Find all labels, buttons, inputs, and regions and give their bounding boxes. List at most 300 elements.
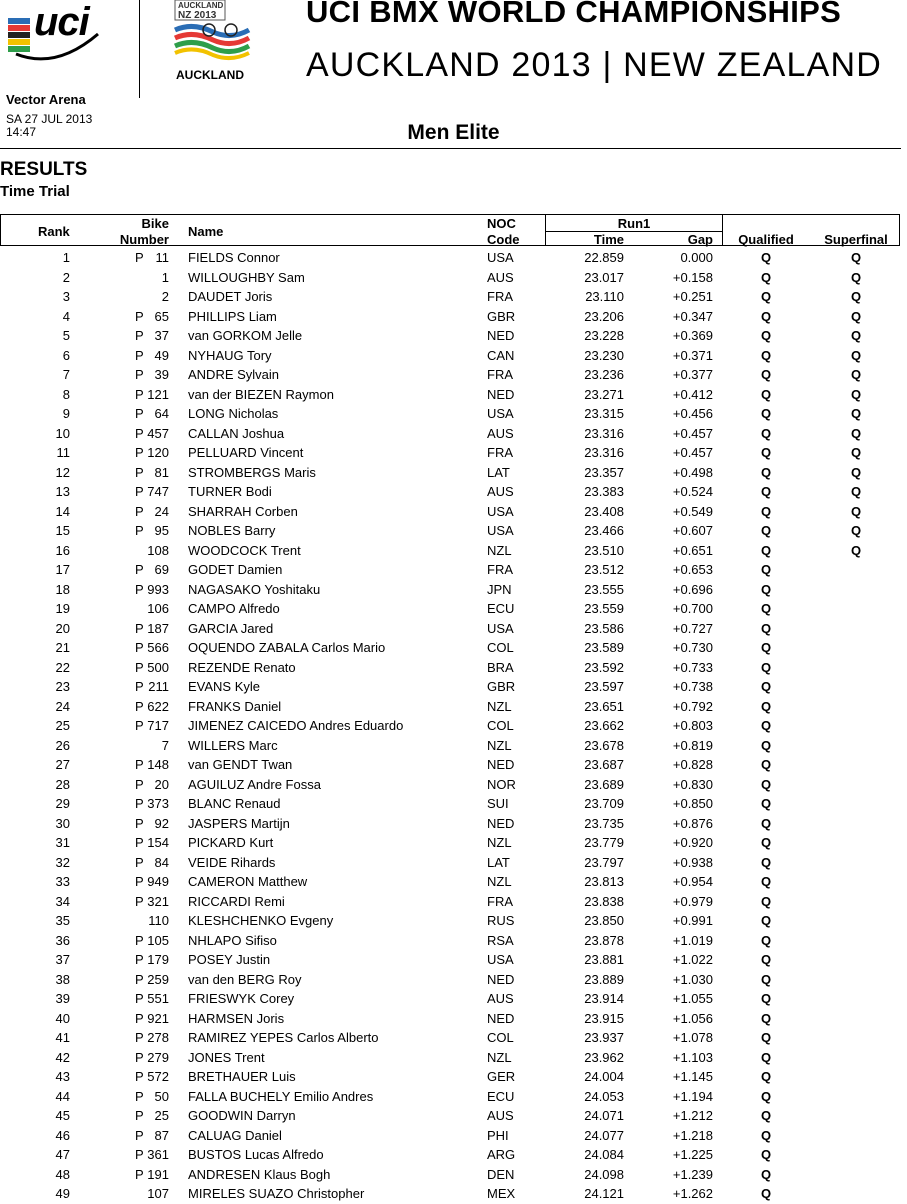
gap-cell: +1.030 — [672, 971, 713, 987]
rider-name-cell: GODET Damien — [188, 562, 283, 577]
gap-cell: +0.651 — [672, 542, 713, 558]
table-row — [0, 1048, 907, 1068]
gap-cell: +0.377 — [672, 367, 713, 382]
noc-code-cell: USA — [487, 952, 514, 967]
gap-cell: +0.524 — [672, 484, 713, 499]
rank-cell: 17 — [55, 562, 70, 577]
bike-number-cell: 949 — [147, 874, 169, 889]
table-row — [0, 326, 907, 346]
rider-name-cell: LONG Nicholas — [188, 406, 279, 421]
bike-number-cell: 993 — [147, 581, 169, 597]
bike-prefix-cell: P — [135, 854, 144, 870]
superfinal-cell: Q — [850, 328, 862, 343]
rank-cell: 40 — [55, 1010, 70, 1026]
rank-cell: 5 — [62, 328, 70, 343]
bike-number-cell: 457 — [147, 425, 169, 441]
run-time-cell: 23.937 — [584, 1030, 624, 1045]
bike-number-cell: 187 — [147, 620, 169, 636]
bike-number-cell: 259 — [147, 971, 169, 987]
qualified-cell: Q — [760, 542, 772, 558]
rider-name-cell: PELLUARD Vincent — [188, 445, 304, 460]
noc-code-cell: SUI — [487, 796, 509, 811]
rider-name-cell: AGUILUZ Andre Fossa — [188, 776, 321, 792]
bike-number-cell: 7 — [161, 737, 169, 753]
rider-name-cell: WILLOUGHBY Sam — [188, 269, 305, 285]
noc-code-cell: USA — [487, 250, 514, 265]
table-row — [0, 1145, 907, 1165]
bike-number-cell: 69 — [154, 562, 169, 577]
noc-code-cell: FRA — [487, 445, 513, 460]
qualified-cell: Q — [760, 308, 772, 324]
gap-cell: +0.876 — [672, 815, 713, 831]
noc-code-cell: LAT — [487, 854, 510, 870]
rank-cell: 39 — [55, 991, 70, 1006]
superfinal-cell: Q — [850, 308, 862, 324]
bike-number-cell: 81 — [154, 464, 169, 480]
bike-prefix-cell: P — [135, 971, 144, 987]
qualified-cell: Q — [760, 776, 772, 792]
rider-name-cell: FALLA BUCHELY Emilio Andres — [188, 1088, 374, 1104]
superfinal-cell: Q — [850, 386, 862, 402]
run-time-cell: 23.689 — [584, 776, 624, 792]
table-row — [0, 638, 907, 658]
bike-number-cell: 106 — [147, 601, 169, 616]
table-row — [0, 443, 907, 463]
table-row — [0, 268, 907, 288]
table-row — [0, 541, 907, 561]
bike-prefix-cell: P — [135, 581, 144, 597]
gap-cell: +0.607 — [672, 523, 713, 538]
rank-cell: 14 — [55, 503, 70, 519]
qualified-cell: Q — [760, 1088, 772, 1104]
noc-code-cell: GBR — [487, 679, 516, 694]
gap-cell: +0.920 — [672, 835, 713, 850]
run-time-cell: 23.838 — [584, 893, 624, 909]
bike-number-cell: 572 — [147, 1069, 169, 1084]
gap-cell: 0.000 — [680, 250, 713, 265]
gap-cell: +0.954 — [672, 874, 713, 889]
gap-cell: +0.369 — [672, 328, 713, 343]
table-row — [0, 872, 907, 892]
bike-prefix-cell: P — [135, 893, 144, 909]
rider-name-cell: STROMBERGS Maris — [188, 464, 316, 480]
run-time-cell: 23.466 — [584, 523, 624, 538]
bike-prefix-cell: P — [135, 1166, 144, 1182]
rider-name-cell: FIELDS Connor — [188, 250, 280, 265]
rank-cell: 6 — [62, 347, 70, 363]
gap-cell: +0.158 — [672, 269, 713, 285]
bike-prefix-cell: P — [135, 796, 144, 811]
gap-cell: +0.251 — [672, 289, 713, 304]
qualified-cell: Q — [760, 796, 772, 811]
qualified-cell: Q — [760, 269, 772, 285]
bike-number-cell: 191 — [147, 1166, 169, 1182]
rank-cell: 24 — [55, 698, 70, 714]
rank-cell: 36 — [55, 932, 70, 948]
rank-cell: 12 — [55, 464, 70, 480]
bike-prefix-cell: P — [135, 1127, 144, 1143]
rank-cell: 10 — [55, 425, 70, 441]
qualified-cell: Q — [760, 854, 772, 870]
rank-cell: 25 — [55, 718, 70, 733]
bike-prefix-cell: P — [135, 815, 144, 831]
rider-name-cell: PHILLIPS Liam — [188, 308, 277, 324]
qualified-cell: Q — [760, 757, 772, 772]
bike-number-cell: 179 — [147, 952, 169, 967]
gap-cell: +0.738 — [672, 679, 713, 694]
noc-code-cell: ARG — [487, 1147, 516, 1162]
qualified-cell: Q — [760, 1010, 772, 1026]
bike-number-cell: 321 — [147, 893, 169, 909]
table-row — [0, 1028, 907, 1048]
run-time-cell: 23.510 — [584, 542, 624, 558]
table-row — [0, 911, 907, 931]
gap-cell: +1.078 — [672, 1030, 713, 1045]
run-time-cell: 24.004 — [584, 1069, 624, 1084]
gap-cell: +1.019 — [672, 932, 713, 948]
bike-prefix-cell: P — [135, 523, 144, 538]
noc-code-cell: NED — [487, 815, 515, 831]
run-time-cell: 23.735 — [584, 815, 624, 831]
rank-cell: 48 — [55, 1166, 70, 1182]
rank-cell: 41 — [55, 1030, 70, 1045]
rider-name-cell: BRETHAUER Luis — [188, 1069, 296, 1084]
run-time-cell: 23.709 — [584, 796, 624, 811]
table-row — [0, 307, 907, 327]
gap-cell: +0.700 — [672, 601, 713, 616]
table-row — [0, 755, 907, 775]
gap-cell: +1.145 — [672, 1069, 713, 1084]
run-time-cell: 23.589 — [584, 640, 624, 655]
event-logo-label: AUCKLAND — [176, 68, 244, 82]
event-logo-line1: AUCKLAND — [178, 1, 224, 10]
header-time: Time — [593, 232, 624, 247]
rider-name-cell: CALLAN Joshua — [188, 425, 285, 441]
bike-number-cell: 92 — [154, 815, 169, 831]
noc-code-cell: ECU — [487, 1088, 515, 1104]
noc-code-cell: NZL — [487, 874, 512, 889]
bike-number-cell: 110 — [148, 913, 169, 928]
rider-name-cell: GARCIA Jared — [188, 620, 274, 636]
rank-cell: 19 — [55, 601, 70, 616]
bike-prefix-cell: P — [135, 1049, 144, 1065]
header-qualified: Qualified — [738, 232, 794, 247]
run-time-cell: 23.592 — [584, 659, 624, 675]
bike-prefix-cell: P — [135, 991, 144, 1006]
qualified-cell: Q — [760, 425, 772, 441]
event-date: SA 27 JUL 2013 — [6, 112, 93, 126]
bike-prefix-cell: P — [135, 1030, 144, 1045]
rank-cell: 23 — [55, 679, 70, 694]
qualified-cell: Q — [760, 1108, 772, 1123]
run-time-cell: 24.098 — [584, 1166, 624, 1182]
qualified-cell: Q — [760, 1166, 772, 1182]
bike-number-cell: 84 — [154, 854, 169, 870]
bike-number-cell: 622 — [147, 698, 169, 714]
bike-number-cell: 121 — [147, 386, 169, 402]
gap-cell: +0.457 — [672, 425, 713, 441]
rider-name-cell: HARMSEN Joris — [188, 1010, 285, 1026]
qualified-cell: Q — [760, 718, 772, 733]
run-time-cell: 23.878 — [584, 932, 624, 948]
header-gap: Gap — [687, 232, 713, 247]
bike-number-cell: 500 — [147, 659, 169, 675]
rider-name-cell: JONES Trent — [188, 1049, 265, 1065]
gap-cell: +1.194 — [672, 1088, 713, 1104]
bike-number-cell: 108 — [147, 542, 169, 558]
run-time-cell: 23.383 — [584, 484, 624, 499]
header-run1: Run1 — [617, 216, 651, 231]
table-row — [0, 931, 907, 951]
bike-number-cell: 278 — [147, 1030, 169, 1045]
superfinal-cell: Q — [850, 542, 862, 558]
noc-code-cell: GER — [487, 1069, 516, 1084]
rider-name-cell: PICKARD Kurt — [188, 835, 274, 850]
gap-cell: +0.792 — [672, 698, 713, 714]
table-row — [0, 1087, 907, 1107]
gap-cell: +0.733 — [672, 659, 713, 675]
event-time: 14:47 — [6, 125, 37, 139]
run-time-cell: 23.850 — [584, 913, 624, 928]
bike-prefix-cell: P — [135, 425, 144, 441]
rank-cell: 9 — [62, 406, 70, 421]
rider-name-cell: CALUAG Daniel — [188, 1127, 282, 1143]
run-time-cell: 23.017 — [584, 269, 624, 285]
rank-cell: 21 — [55, 640, 70, 655]
table-row — [0, 716, 907, 736]
bike-number-cell: 566 — [147, 640, 169, 655]
rider-name-cell: KLESHCHENKO Evgeny — [188, 913, 334, 928]
qualified-cell: Q — [760, 1147, 772, 1162]
rank-cell: 37 — [55, 952, 70, 967]
superfinal-cell: Q — [850, 523, 862, 538]
section-title: RESULTS — [0, 159, 88, 180]
qualified-cell: Q — [760, 971, 772, 987]
qualified-cell: Q — [760, 1186, 772, 1201]
noc-code-cell: GBR — [487, 308, 516, 324]
bike-prefix-cell: P — [135, 347, 144, 363]
championship-subtitle: AUCKLAND 2013 | NEW ZEALAND — [306, 46, 882, 84]
rank-cell: 42 — [55, 1049, 70, 1065]
bike-number-cell: 921 — [147, 1010, 169, 1026]
superfinal-cell: Q — [850, 250, 862, 265]
noc-code-cell: NOR — [487, 776, 516, 792]
run-time-cell: 23.228 — [584, 328, 624, 343]
qualified-cell: Q — [760, 406, 772, 421]
bike-prefix-cell: P — [135, 835, 144, 850]
noc-code-cell: AUS — [487, 269, 514, 285]
run-time-cell: 24.077 — [584, 1127, 624, 1143]
table-row — [0, 424, 907, 444]
noc-code-cell: LAT — [487, 464, 510, 480]
qualified-cell: Q — [760, 289, 772, 304]
qualified-cell: Q — [760, 503, 772, 519]
gap-cell: +1.239 — [672, 1166, 713, 1182]
header-rank: Rank — [38, 224, 70, 239]
rider-name-cell: NOBLES Barry — [188, 523, 276, 538]
rank-cell: 47 — [55, 1147, 70, 1162]
table-row — [0, 677, 907, 697]
qualified-cell: Q — [760, 347, 772, 363]
championship-title: UCI BMX WORLD CHAMPIONSHIPS — [306, 0, 842, 29]
run-time-cell: 23.316 — [584, 445, 624, 460]
run-time-cell: 23.586 — [584, 620, 624, 636]
gap-cell: +0.696 — [672, 581, 713, 597]
table-row — [0, 1009, 907, 1029]
rank-cell: 46 — [55, 1127, 70, 1143]
run-time-cell: 23.797 — [584, 854, 624, 870]
rank-cell: 4 — [62, 308, 70, 324]
qualified-cell: Q — [760, 250, 772, 265]
table-row — [0, 248, 907, 268]
noc-code-cell: NZL — [487, 698, 512, 714]
gap-cell: +1.218 — [672, 1127, 713, 1143]
noc-code-cell: COL — [487, 718, 514, 733]
qualified-cell: Q — [760, 562, 772, 577]
run-time-cell: 23.512 — [584, 562, 624, 577]
noc-code-cell: USA — [487, 503, 514, 519]
rider-name-cell: MIRELES SUAZO Christopher — [188, 1186, 365, 1201]
bike-number-cell: 87 — [154, 1127, 169, 1143]
qualified-cell: Q — [760, 952, 772, 967]
run-time-cell: 23.889 — [584, 971, 624, 987]
bike-prefix-cell: P — [135, 718, 144, 733]
table-row — [0, 814, 907, 834]
table-row — [0, 580, 907, 600]
bike-number-cell: 107 — [147, 1186, 169, 1201]
run-time-cell: 23.651 — [584, 698, 624, 714]
rider-name-cell: DAUDET Joris — [188, 289, 273, 304]
run-time-cell: 23.881 — [584, 952, 624, 967]
noc-code-cell: AUS — [487, 484, 514, 499]
noc-code-cell: NED — [487, 328, 515, 343]
noc-code-cell: RSA — [487, 932, 514, 948]
header-name: Name — [188, 224, 224, 239]
rank-cell: 11 — [56, 445, 70, 460]
rider-name-cell: POSEY Justin — [188, 952, 271, 967]
table-row — [0, 970, 907, 990]
table-row — [0, 1126, 907, 1146]
qualified-cell: Q — [760, 1030, 772, 1045]
table-row — [0, 560, 907, 580]
run-time-cell: 23.555 — [584, 581, 624, 597]
run-time-cell: 23.316 — [584, 425, 624, 441]
superfinal-cell: Q — [850, 347, 862, 363]
bike-number-cell: 39 — [154, 367, 169, 382]
rank-cell: 20 — [55, 620, 70, 636]
bike-prefix-cell: P — [135, 1147, 144, 1162]
rank-cell: 44 — [55, 1088, 70, 1104]
noc-code-cell: COL — [487, 640, 514, 655]
gap-cell: +0.730 — [672, 640, 713, 655]
gap-cell: +0.803 — [672, 718, 713, 733]
run-time-cell: 23.678 — [584, 737, 624, 753]
gap-cell: +0.653 — [672, 562, 713, 577]
bike-prefix-cell: P — [135, 776, 144, 792]
table-row — [0, 950, 907, 970]
gap-cell: +0.347 — [672, 308, 713, 324]
table-row — [0, 463, 907, 483]
noc-code-cell: NZL — [487, 835, 512, 850]
table-row — [0, 833, 907, 853]
run-time-cell: 23.559 — [584, 601, 624, 616]
noc-code-cell: NED — [487, 386, 515, 402]
noc-code-cell: USA — [487, 620, 514, 636]
gap-cell: +0.979 — [672, 893, 713, 909]
qualified-cell: Q — [760, 523, 772, 538]
superfinal-cell: Q — [850, 445, 862, 460]
run-time-cell: 23.236 — [584, 367, 624, 382]
qualified-cell: Q — [760, 835, 772, 850]
rank-cell: 49 — [55, 1186, 70, 1201]
superfinal-cell: Q — [850, 367, 862, 382]
table-row — [0, 599, 907, 619]
qualified-cell: Q — [760, 484, 772, 499]
rider-name-cell: ANDRESEN Klaus Bogh — [188, 1166, 331, 1182]
qualified-cell: Q — [760, 328, 772, 343]
rank-cell: 35 — [55, 913, 70, 928]
table-row — [0, 385, 907, 405]
gap-cell: +0.456 — [672, 406, 713, 421]
rank-cell: 27 — [55, 757, 70, 772]
run-time-cell: 23.408 — [584, 503, 624, 519]
run-time-cell: 23.315 — [584, 406, 624, 421]
qualified-cell: Q — [760, 620, 772, 636]
qualified-cell: Q — [760, 913, 772, 928]
bike-prefix-cell: P — [135, 679, 144, 694]
table-row — [0, 482, 907, 502]
run-time-cell: 24.071 — [584, 1108, 624, 1123]
bike-number-cell: 64 — [154, 406, 169, 421]
run-time-cell: 23.779 — [584, 835, 624, 850]
header-code: Code — [487, 232, 520, 247]
bike-number-cell: 717 — [147, 718, 169, 733]
bike-prefix-cell: P — [135, 367, 144, 382]
gap-cell: +1.225 — [672, 1147, 713, 1162]
gap-cell: +0.727 — [672, 620, 713, 636]
bike-number-cell: 95 — [154, 523, 169, 538]
table-row — [0, 1067, 907, 1087]
bike-prefix-cell: P — [135, 250, 144, 265]
gap-cell: +1.103 — [672, 1049, 713, 1065]
rider-name-cell: BUSTOS Lucas Alfredo — [188, 1147, 324, 1162]
run-time-cell: 23.357 — [584, 464, 624, 480]
rank-cell: 30 — [55, 815, 70, 831]
bike-prefix-cell: P — [135, 464, 144, 480]
gap-cell: +0.457 — [672, 445, 713, 460]
rider-name-cell: BLANC Renaud — [188, 796, 281, 811]
noc-code-cell: USA — [487, 406, 514, 421]
rank-cell: 45 — [55, 1108, 70, 1123]
qualified-cell: Q — [760, 893, 772, 909]
superfinal-cell: Q — [850, 484, 862, 499]
gap-cell: +1.212 — [672, 1108, 713, 1123]
header-rule — [0, 148, 901, 149]
bike-prefix-cell: P — [135, 562, 144, 577]
gap-cell: +0.371 — [672, 347, 713, 363]
qualified-cell: Q — [760, 1127, 772, 1143]
qualified-cell: Q — [760, 640, 772, 655]
event-logo-line2: NZ 2013 — [178, 10, 217, 21]
qualified-cell: Q — [760, 1069, 772, 1084]
noc-code-cell: BRA — [487, 659, 514, 675]
run-time-cell: 23.813 — [584, 874, 624, 889]
noc-code-cell: AUS — [487, 1108, 514, 1123]
run-time-cell: 23.962 — [584, 1049, 624, 1065]
rank-cell: 18 — [55, 581, 70, 597]
bike-number-cell: 11 — [155, 250, 169, 265]
bike-number-cell: 25 — [154, 1108, 169, 1123]
